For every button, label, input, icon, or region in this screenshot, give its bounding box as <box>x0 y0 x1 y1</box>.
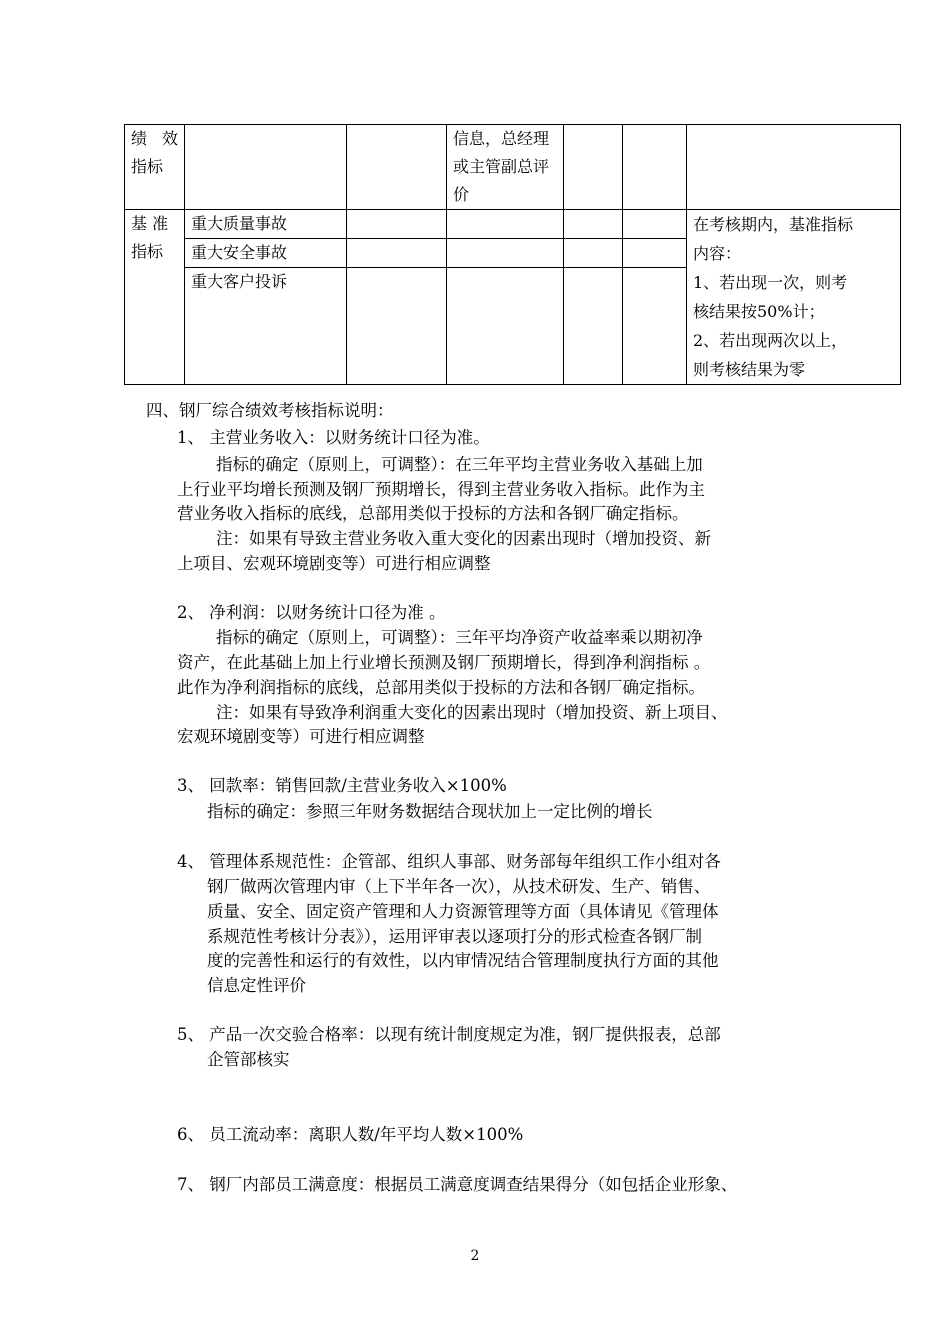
table-cell <box>564 210 623 239</box>
note-line: 在考核期内，基准指标 <box>693 215 854 234</box>
table-cell <box>623 239 687 268</box>
note-line: 内容： <box>693 244 742 263</box>
text-line: 指标的确定（原则上，可调整）：三年平均净资产收益率乘以期初净 <box>216 628 703 647</box>
baseline-item: 重大客户投诉 <box>185 268 347 385</box>
table-cell <box>347 268 447 385</box>
text-line: 系规范性考核计分表》），运用评审表以逐项打分的形式检查各钢厂制 <box>207 927 702 946</box>
text-line: 信息定性评价 <box>207 976 306 995</box>
table-cell <box>447 268 564 385</box>
item-1-title: 1、 主营业务收入：以财务统计口径为准。 <box>177 428 490 447</box>
text-line: 钢厂做两次管理内审（上下半年各一次），从技术研发、生产、销售、 <box>207 877 711 896</box>
table-cell <box>564 239 623 268</box>
section-heading: 四、钢厂综合绩效考核指标说明： <box>146 401 394 420</box>
table-cell <box>447 239 564 268</box>
baseline-item: 重大质量事故 <box>185 210 347 239</box>
page-number: 2 <box>470 1248 480 1264</box>
baseline-item: 重大安全事故 <box>185 239 347 268</box>
text-line: 注：如果有导致主营业务收入重大变化的因素出现时（增加投资、新 <box>216 529 711 548</box>
item-7-title: 7、 钢厂内部员工满意度：根据员工满意度调查结果得分（如包括企业形象、 <box>177 1175 738 1194</box>
table-cell <box>564 125 623 210</box>
note-line: 核结果按50%计； <box>693 302 825 321</box>
note-line: 1、若出现一次，则考 <box>693 273 848 292</box>
table-row <box>125 210 901 239</box>
text-line: 此作为净利润指标的底线，总部用类似于投标的方法和各钢厂确定指标。 <box>177 678 705 697</box>
text-line: 营业务收入指标的底线，总部用类似于投标的方法和各钢厂确定指标。 <box>177 504 689 523</box>
text-line: 企管部核实 <box>207 1050 290 1069</box>
text-line: 宏观环境剧变等）可进行相应调整 <box>177 727 425 746</box>
note-line: 则考核结果为零 <box>693 360 806 379</box>
table-cell <box>687 125 901 210</box>
table-cell <box>347 239 447 268</box>
text-line: 质量、安全、固定资产管理和人力资源管理等方面（具体请见《管理体 <box>207 902 719 921</box>
table-cell <box>447 210 564 239</box>
row-label-performance: 绩 效 指标 <box>125 125 185 210</box>
text-line: 指标的确定：参照三年财务数据结合现状加上一定比例的增长 <box>207 802 653 821</box>
table-cell <box>347 210 447 239</box>
evaluation-cell: 信息，总经理或主管副总评价 <box>447 125 564 210</box>
table-row <box>125 125 901 210</box>
table-cell <box>623 210 687 239</box>
text-line: 指标的确定（原则上，可调整）：在三年平均主营业务收入基础上加 <box>216 455 703 474</box>
indicator-table <box>124 124 901 385</box>
baseline-note <box>687 210 901 385</box>
item-3-title: 3、 回款率：销售回款/主营业务收入×100% <box>177 776 507 795</box>
item-6-title: 6、 员工流动率：离职人数/年平均人数×100% <box>177 1125 524 1144</box>
table-cell <box>347 125 447 210</box>
row-label-baseline: 基 准 指标 <box>125 210 185 385</box>
text-line: 度的完善性和运行的有效性，以内审情况结合管理制度执行方面的其他 <box>207 951 719 970</box>
text-line: 上行业平均增长预测及钢厂预期增长，得到主营业务收入指标。此作为主 <box>177 480 705 499</box>
table-cell <box>623 268 687 385</box>
text-line: 资产，在此基础上加上行业增长预测及钢厂预期增长，得到净利润指标 。 <box>177 653 711 672</box>
table-cell <box>185 125 347 210</box>
item-4-title: 4、 管理体系规范性：企管部、组织人事部、财务部每年组织工作小组对各 <box>177 852 721 871</box>
text-line: 上项目、宏观环境剧变等）可进行相应调整 <box>177 554 491 573</box>
item-2-title: 2、 净利润：以财务统计口径为准 。 <box>177 603 446 622</box>
table-cell <box>623 125 687 210</box>
item-5-title: 5、 产品一次交验合格率：以现有统计制度规定为准，钢厂提供报表，总部 <box>177 1025 721 1044</box>
text-line: 注：如果有导致净利润重大变化的因素出现时（增加投资、新上项目、 <box>216 703 728 722</box>
note-line: 2、若出现两次以上， <box>693 331 848 350</box>
table-cell <box>564 268 623 385</box>
